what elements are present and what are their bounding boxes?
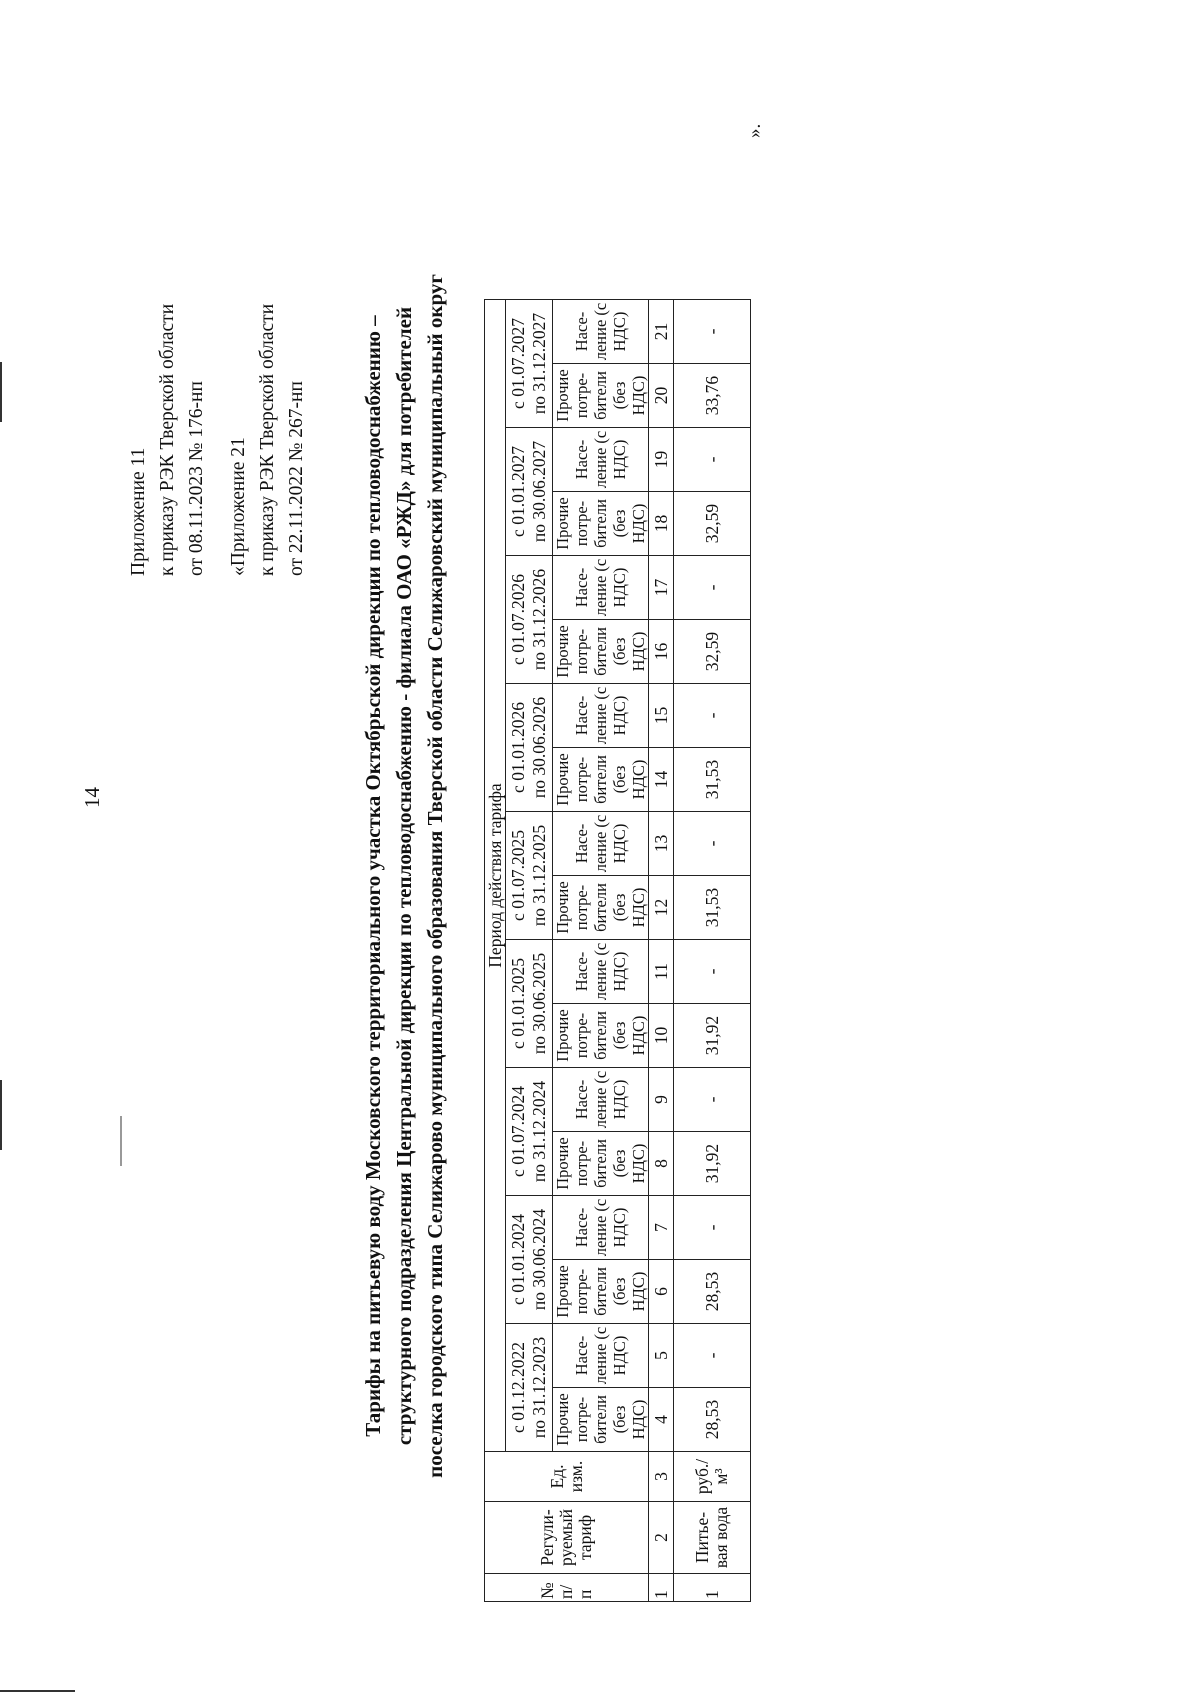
tariff-value-cell: 31,92 bbox=[674, 1132, 751, 1196]
column-index: 1 bbox=[649, 1574, 674, 1602]
group-other-consumers-header: Прочие потре-бители (без НДС) bbox=[553, 1132, 649, 1196]
period-to: по 31.12.2025 bbox=[529, 824, 549, 927]
period-date-header bbox=[506, 1196, 553, 1324]
column-index: 6 bbox=[649, 1260, 674, 1324]
column-index: 14 bbox=[649, 748, 674, 812]
group-population-header: Насе-ление (с НДС) bbox=[553, 556, 649, 620]
period-from: с 01.07.2027 bbox=[508, 318, 528, 409]
period-to: по 30.06.2027 bbox=[529, 440, 549, 543]
col-tariff-header: Регули-руемый тариф bbox=[485, 1502, 649, 1574]
period-from: с 01.01.2027 bbox=[508, 446, 528, 537]
group-population-header: Насе-ление (с НДС) bbox=[553, 428, 649, 492]
tariff-value-cell: - bbox=[674, 1068, 751, 1132]
tariff-value-cell: 33,76 bbox=[674, 364, 751, 428]
period-to: по 31.12.2026 bbox=[529, 568, 549, 671]
column-index: 7 bbox=[649, 1196, 674, 1260]
group-population-header: Насе-ление (с НДС) bbox=[553, 684, 649, 748]
tariff-value-cell: 31,53 bbox=[674, 748, 751, 812]
tariff-value-cell: - bbox=[674, 940, 751, 1004]
group-population-header: Насе-ление (с НДС) bbox=[553, 812, 649, 876]
title-line: Тарифы на питьевую воду Московского территориального участка Октябрьской дирекции по тепловодоснабжению – bbox=[361, 315, 385, 1437]
tariff-value-cell: - bbox=[674, 556, 751, 620]
tariff-value-cell: 31,53 bbox=[674, 876, 751, 940]
period-date-header bbox=[506, 684, 553, 812]
period-to: по 31.12.2027 bbox=[529, 312, 549, 415]
group-population-header: Насе-ление (с НДС) bbox=[553, 1196, 649, 1260]
group-other-consumers-header: Прочие потре-бители (без НДС) bbox=[553, 1388, 649, 1452]
annex-line: от 22.11.2022 № 267-нп bbox=[286, 381, 307, 576]
period-date-header bbox=[506, 812, 553, 940]
group-population-header: Насе-ление (с НДС) bbox=[553, 940, 649, 1004]
column-index: 16 bbox=[649, 620, 674, 684]
column-index: 18 bbox=[649, 492, 674, 556]
tariff-value-cell: 32,59 bbox=[674, 620, 751, 684]
title-line: поселка городского типа Селижарово муниципального образования Тверской области Селижаровский муниципальный округ bbox=[423, 274, 447, 1478]
closing-quote: ». bbox=[744, 123, 765, 138]
document-title bbox=[358, 116, 451, 1636]
period-date-header bbox=[506, 428, 553, 556]
column-index: 2 bbox=[649, 1502, 674, 1574]
column-index: 4 bbox=[649, 1388, 674, 1452]
tariff-value-cell: 31,92 bbox=[674, 1004, 751, 1068]
annex-line: «Приложение 21 bbox=[228, 437, 249, 576]
tariff-value-cell: 32,59 bbox=[674, 492, 751, 556]
annex-line: Приложение 11 bbox=[128, 447, 149, 576]
annex-reference-previous bbox=[224, 304, 311, 576]
annex-line: к приказу РЭК Тверской области bbox=[157, 303, 178, 576]
period-header: Период действия тарифа bbox=[485, 300, 506, 1452]
tariff-value-cell: - bbox=[674, 1196, 751, 1260]
tariff-value-cell: 28,53 bbox=[674, 1260, 751, 1324]
period-date-header bbox=[506, 940, 553, 1068]
tariff-value-cell: - bbox=[674, 1324, 751, 1388]
annex-line: от 08.11.2023 № 176-нп bbox=[186, 381, 207, 576]
column-index: 12 bbox=[649, 876, 674, 940]
period-date-header bbox=[506, 1324, 553, 1452]
annex-line: к приказу РЭК Тверской области bbox=[257, 303, 278, 576]
tariff-table bbox=[484, 299, 751, 1602]
column-index: 8 bbox=[649, 1132, 674, 1196]
group-other-consumers-header: Прочие потре-бители (без НДС) bbox=[553, 620, 649, 684]
page-number: 14 bbox=[80, 787, 104, 808]
column-index: 5 bbox=[649, 1324, 674, 1388]
column-index: 17 bbox=[649, 556, 674, 620]
period-to: по 30.06.2025 bbox=[529, 952, 549, 1055]
period-to: по 31.12.2023 bbox=[529, 1336, 549, 1439]
period-from: с 01.07.2025 bbox=[508, 830, 528, 921]
tariff-value-cell: - bbox=[674, 428, 751, 492]
col-unit-header: Ед. изм. bbox=[485, 1452, 649, 1502]
column-index: 19 bbox=[649, 428, 674, 492]
column-index: 13 bbox=[649, 812, 674, 876]
period-to: по 30.06.2024 bbox=[529, 1208, 549, 1311]
group-other-consumers-header: Прочие потре-бители (без НДС) bbox=[553, 1260, 649, 1324]
group-other-consumers-header: Прочие потре-бители (без НДС) bbox=[553, 748, 649, 812]
period-to: по 31.12.2024 bbox=[529, 1080, 549, 1183]
group-other-consumers-header: Прочие потре-бители (без НДС) bbox=[553, 1004, 649, 1068]
row-number: 1 bbox=[674, 1574, 751, 1602]
period-from: с 01.07.2026 bbox=[508, 574, 528, 665]
group-population-header: Насе-ление (с НДС) bbox=[553, 1324, 649, 1388]
tariff-value-cell: - bbox=[674, 812, 751, 876]
period-from: с 01.01.2024 bbox=[508, 1214, 528, 1305]
column-index: 3 bbox=[649, 1452, 674, 1502]
column-index: 21 bbox=[649, 300, 674, 364]
period-from: с 01.01.2025 bbox=[508, 958, 528, 1049]
group-other-consumers-header: Прочие потре-бители (без НДС) bbox=[553, 876, 649, 940]
period-date-header bbox=[506, 1068, 553, 1196]
column-index: 9 bbox=[649, 1068, 674, 1132]
row-unit: руб./м³ bbox=[674, 1452, 751, 1502]
annex-reference-current bbox=[124, 304, 211, 576]
period-date-header bbox=[506, 300, 553, 428]
column-index: 15 bbox=[649, 684, 674, 748]
row-tariff-name: Питье-вая вода bbox=[674, 1502, 751, 1574]
period-from: с 01.12.2022 bbox=[508, 1342, 528, 1433]
col-number-header: № п/ п bbox=[485, 1574, 649, 1602]
period-date-header bbox=[506, 556, 553, 684]
period-from: с 01.01.2026 bbox=[508, 702, 528, 793]
column-index: 20 bbox=[649, 364, 674, 428]
period-from: с 01.07.2024 bbox=[508, 1086, 528, 1177]
period-to: по 30.06.2026 bbox=[529, 696, 549, 799]
tariff-value-cell: - bbox=[674, 300, 751, 364]
group-other-consumers-header: Прочие потре-бители (без НДС) bbox=[553, 364, 649, 428]
title-line: структурного подразделения Центральной дирекции по тепловодоснабжению - филиала ОАО «РЖД» для потребителей bbox=[392, 306, 416, 1446]
group-other-consumers-header: Прочие потре-бители (без НДС) bbox=[553, 492, 649, 556]
group-population-header: Насе-ление (с НДС) bbox=[553, 300, 649, 364]
tariff-value-cell: 28,53 bbox=[674, 1388, 751, 1452]
column-index: 10 bbox=[649, 1004, 674, 1068]
group-population-header: Насе-ление (с НДС) bbox=[553, 1068, 649, 1132]
column-index: 11 bbox=[649, 940, 674, 1004]
tariff-value-cell: - bbox=[674, 684, 751, 748]
